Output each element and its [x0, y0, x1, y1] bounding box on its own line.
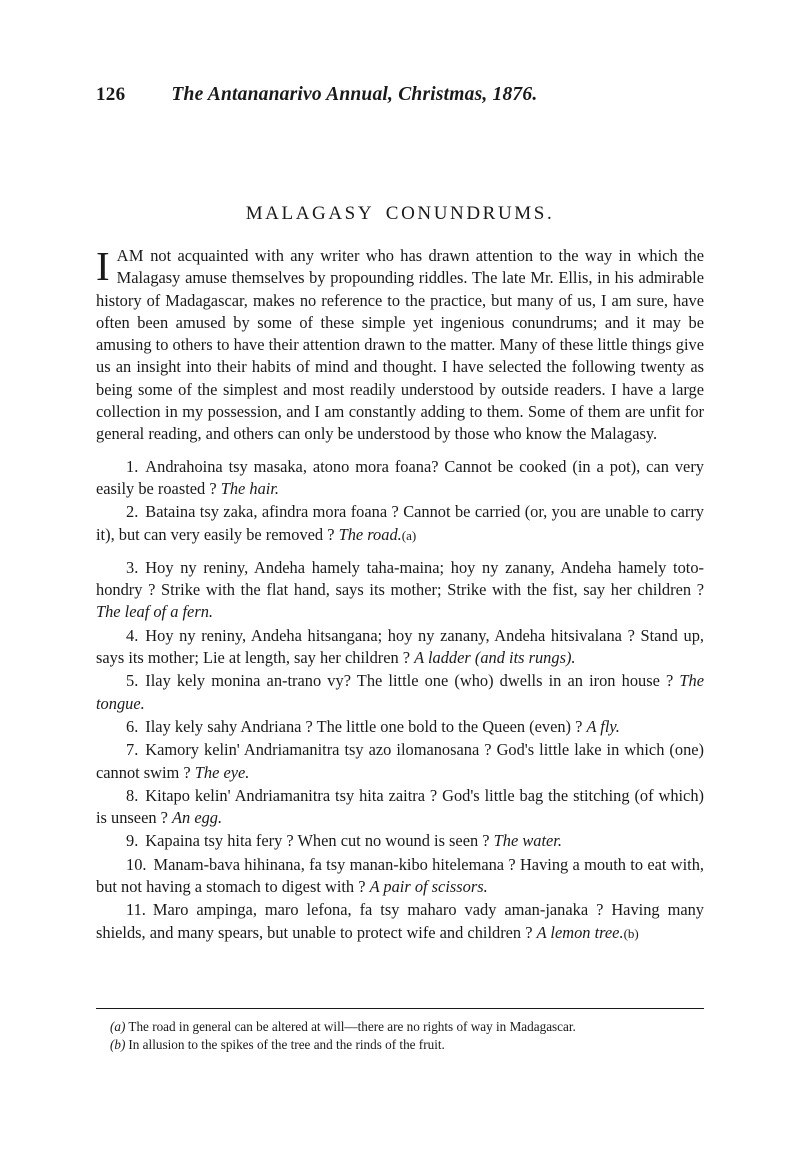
- riddle-number: 2.: [126, 502, 139, 522]
- riddle-item: [96, 854, 704, 900]
- riddle-answer: A ladder (and its rungs).: [414, 648, 576, 668]
- footnote-marker: (b): [110, 1036, 126, 1052]
- riddle-footnote-ref: (a): [401, 527, 417, 543]
- riddle-answer: The tongue.: [96, 671, 704, 713]
- riddle-answer: The hair.: [220, 478, 279, 498]
- riddle-answer: A fly.: [586, 716, 620, 736]
- page-number: 126: [96, 84, 126, 105]
- riddle-item: [96, 557, 704, 625]
- riddle-answer: A lemon tree.: [536, 922, 624, 942]
- riddle-number: 6.: [126, 716, 139, 736]
- riddle-number: 7.: [126, 740, 139, 760]
- riddle-item: [96, 501, 704, 547]
- riddle-item: [96, 785, 704, 831]
- riddle-answer: A pair of scissors.: [369, 877, 488, 897]
- drop-cap: I: [96, 243, 110, 289]
- riddle-item: [96, 625, 704, 671]
- riddle-text: Ilay kely monina an-trano vy? The little one (who) dwells in an iron house ?: [145, 671, 680, 691]
- footnotes: [96, 1018, 704, 1053]
- riddle-text: Kitapo kelin' Andriamanitra tsy hita zaitra ? God's little bag the stitching (of which) is unseen ?: [96, 785, 704, 828]
- riddle-number: 9.: [126, 831, 139, 851]
- riddle-answer: The water.: [493, 831, 562, 851]
- article-title: MALAGASY CONUNDRUMS.: [245, 203, 555, 224]
- riddle-text: Andrahoina tsy masaka, atono mora foana? Cannot be cooked (in a pot), can very easily be roasted ?: [96, 456, 704, 498]
- riddle-answer: The eye.: [194, 762, 250, 782]
- text-column: [96, 245, 704, 945]
- riddle-item: [96, 899, 704, 945]
- riddle-number: 10.: [126, 854, 147, 874]
- riddle-item: [96, 456, 704, 502]
- riddle-text: Bataina tsy zaka, afindra mora foana ? Cannot be carried (or, you are unable to carry it), but can very easily be removed ?: [96, 502, 704, 544]
- publication-title: The Antananarivo Annual, Christmas, 1876.: [171, 84, 538, 105]
- intro-body: not acquainted with any writer who has drawn attention to the way in which the Malagasy amuse themselves by propounding riddles. The late Mr. Ellis, in his admirable history of Madagascar, makes no reference to the practice, but many of us, I am sure, have often been amused by some of these simple yet ingenious conundrums; and it may be amusing to others to have their attention drawn to the matter. Many of these little things give us an insight into their habits of mind and thought. I have selected the following twenty as being some of the simplest and most readily understood by outside readers. I have a large collection in my possession, and I am constantly adding to them. Some of them are unfit for general reading, and others can only be understood by those who know the Malagasy.: [96, 246, 704, 444]
- footnote-item: [96, 1018, 704, 1036]
- riddle-number: 3.: [126, 557, 139, 577]
- riddle-number: 8.: [126, 785, 139, 805]
- footnote-item: [96, 1036, 704, 1054]
- riddle-answer: The road.: [338, 524, 402, 544]
- footnote-rule: [96, 1008, 704, 1009]
- riddle-answer: An egg.: [172, 808, 223, 828]
- riddle-number: 11.: [126, 900, 146, 920]
- riddle-text: Hoy ny reniny, Andeha hamely taha-maina; hoy ny zanany, Andeha hamely toto-hondry ? Strike with the flat hand, says its mother; Strike with the fist, say her children ?: [96, 557, 704, 600]
- footnote-text: The road in general can be altered at will—there are no rights of way in Madagascar.: [128, 1019, 576, 1034]
- riddle-text: Manam-bava hihinana, fa tsy manan-kibo hitelemana ? Having a mouth to eat with, but not having a stomach to digest with ?: [96, 854, 704, 897]
- riddle-list: [96, 456, 704, 945]
- riddle-text: Kapaina tsy hita fery ? When cut no wound is seen ?: [145, 831, 494, 851]
- riddle-item: [96, 830, 704, 853]
- riddle-item: [96, 716, 704, 739]
- riddle-number: 4.: [126, 625, 139, 645]
- riddle-text: Ilay kely sahy Andriana ? The little one bold to the Queen (even) ?: [145, 716, 587, 736]
- intro-paragraph: [96, 245, 704, 446]
- riddle-text: Hoy ny reniny, Andeha hitsangana; hoy ny zanany, Andeha hitsivalana ? Stand up, says its mother; Lie at length, say her children ?: [96, 625, 704, 668]
- riddle-item: [96, 739, 704, 785]
- riddle-number: 1.: [126, 456, 139, 476]
- riddle-item: [96, 670, 704, 716]
- lead-small-caps: AM: [116, 246, 144, 265]
- riddle-answer: The leaf of a fern.: [96, 602, 213, 622]
- riddle-text: Maro ampinga, maro lefona, fa tsy maharo vady aman-janaka ? Having many shields, and many spears, but unable to protect wife and children ?: [96, 900, 704, 942]
- footnote-text: In allusion to the spikes of the tree and the rinds of the fruit.: [128, 1036, 445, 1052]
- riddle-footnote-ref: (b): [623, 925, 639, 941]
- footnote-marker: (a): [110, 1019, 126, 1034]
- riddle-text: Kamory kelin' Andriamanitra tsy azo ilomanosana ? God's little lake in which (one) cannot swim ?: [96, 740, 704, 782]
- riddle-number: 5.: [126, 671, 139, 691]
- running-head: [96, 84, 704, 110]
